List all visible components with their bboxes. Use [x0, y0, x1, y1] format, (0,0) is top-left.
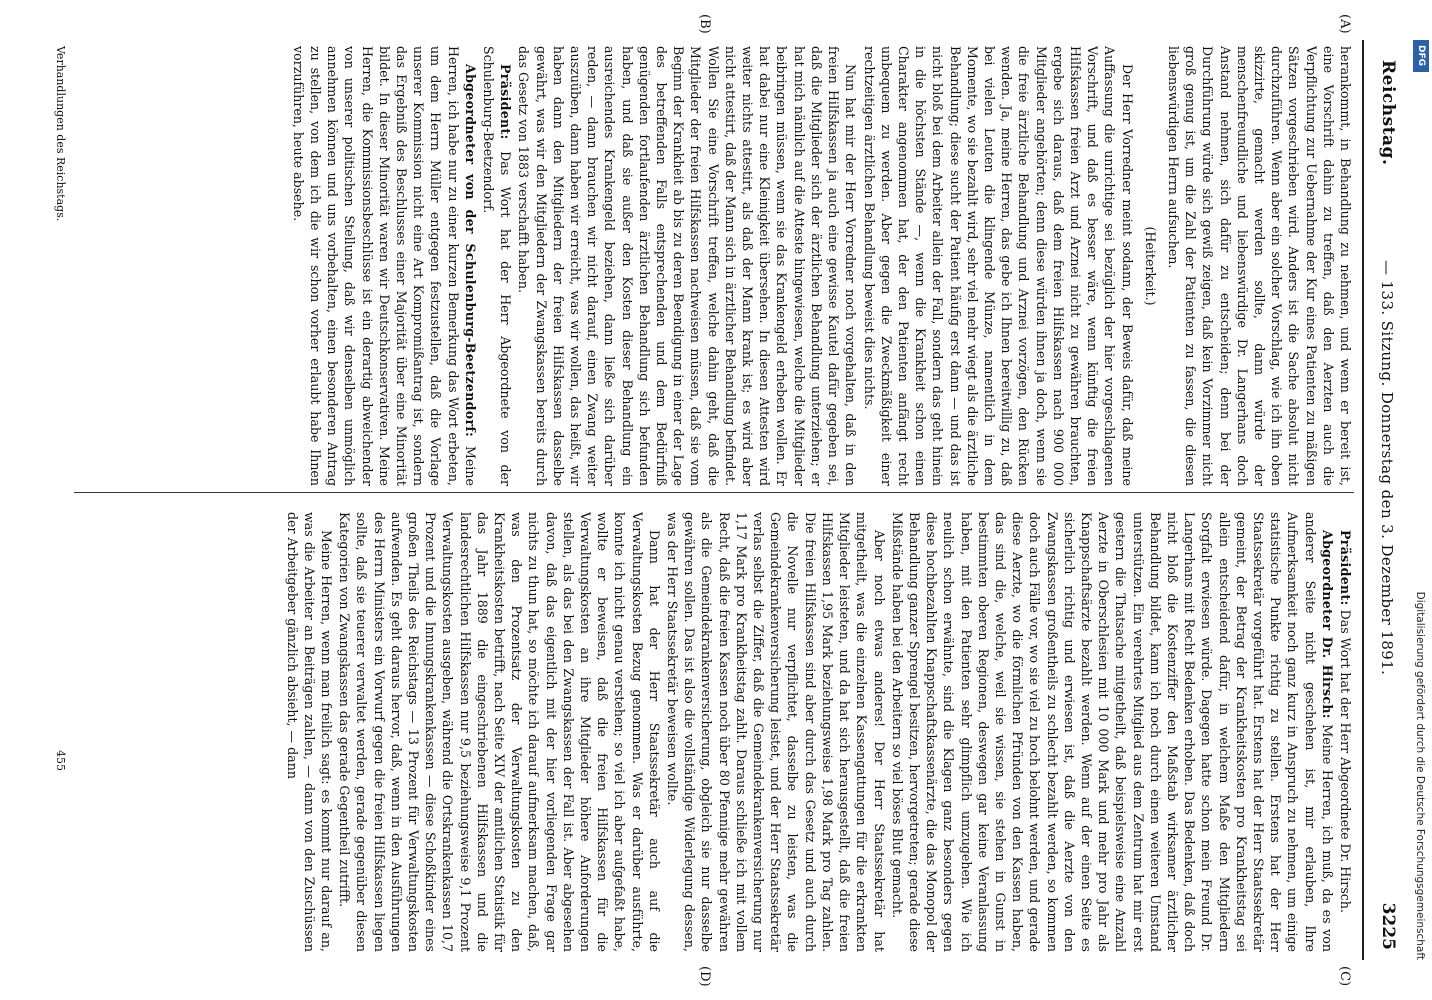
left-paragraph: Nun hat mir der Herr Vorredner noch vorgehalten, daß in den freien Hilfskassen ja auch eine gewisse Kautel dafür gegeben sei, daß die Mitglieder sich der ärztlichen Behandlung unterziehen; er hat mich nämlich auf die Atteste hingewiesen, welche die Mitglieder beibringen müssen, wenn sie das Krankengeld erheben wollen. Er hat dabei nur eine Kleinigkeit übersehen. In diesen Attesten wird weiter nichts attestirt, als daß der Mann krank ist; es wird aber nicht attestirt, daß der Mann sich in ärztlicher Behandlung befindet. Wollen Sie eine Vorschrift treffen, welche dahin geht, daß die Mitglieder der freien Hilfskassen nachweisen müssen, daß sie vom Beginn der Krankheit ab bis zu deren Beendigung in einer der Lage des betreffenden Falls entsprechenden und dem Bedürfniß genügenden fortlaufenden ärztlichen Behandlung sich befunden haben, und daß sie außer den Kosten dieser Behandlung ein ausreichendes Krankengeld beziehen, dann ließe sich darüber reden, — dann brauchen wir nicht darauf, einen Zwang weiter auszuüben, dann haben wir erreicht, was wir wollen, das heißt, wir haben dann den Mitgliedern der freien Hilfskassen dasselbe gewährt, was wir den Mitgliedern der Zwangskassen bereits durch das Gesetz von 1883 verschafft haben. [516, 46, 859, 486]
right-paragraph: Aber noch etwas anderes! Der Herr Staatssekretär hat mitgetheilt, was die einzelnen Kassengattungen für die erkrankten Mitglieder leisteten, und da hat sich herausgestellt, daß die freien Hilfskassen 1,95 Mark beziehungsweise 1,98 Mark pro Tag zahlen. Die freien Hilfskassen sind aber durch das Gesetz und auch durch die Novelle nur verpflichtet, dasselbe zu leisten, was die Gemeindekrankenversicherung leistet, und der Herr Staatssekretär verlas selbst die Ziffer, daß die Gemeindekrankenversicherung nur 1,17 Mark pro Krankheitstag zahlt. Daraus schließe ich mit vollem Recht, daß die freien Kassen noch über 80 Pfennige mehr gewähren als die Gemeindekrankenversicherung, obgleich sie nur dasselbe gewähren sollen. Das ist also die vollständige Widerlegung dessen, was der Herr Staatssekretär beweisen wollte. [665, 512, 887, 952]
right-paragraph: Dann hat der Herr Staatssekretär auch auf die Verwaltungskosten Bezug genommen. Was er darüber ausführte, konnte ich nicht genau verstehen; so viel ich aber aufgefaßt habe, wollte er beweisen, daß die freien Hilfskassen für die Verwaltungskosten an ihre Mitglieder höhere Anforderungen stellen, als das bei den Zwangskassen der Fall ist. Aber abgesehen davon, daß das eigentlich mit der hier vorliegenden Frage gar nichts zu thun hat, so möchte ich darauf aufmerksam machen, daß, was den Prozentsatz der Verwaltungskosten zu den Krankheitskosten betrifft, nach Seite XIV der amtlichen Statistik für das Jahr 1889 die eingeschriebenen Hilfskassen und die landesrechtlichen Hilfskassen nur 9,5 beziehungsweise 9,1 Prozent Verwaltungskosten ausgeben, während die Ortskrankenkassen 10,7 Prozent und die Innungskrankenkassen — diese Schoßkinder eines großen Theils des Reichstags — 13 Prozent für Verwaltungskosten aufwenden. Es geht daraus hervor, daß, wenn in den Ausführungen des Herrn Ministers ein Vorwurf gegen die freien Hilfskassen liegen sollte, daß sie teuerer verwaltet werden, gerade gegenüber diesen Kategorien von Zwangskassen das gerade Gegentheil zutrifft. [337, 512, 662, 952]
margin-marker-b: (B) [697, 14, 712, 34]
footer-publication-note: Verhandlungen des Reichstags. [54, 46, 67, 222]
right-paragraph: Meine Herren, wenn man freilich sagt: es kommt nur darauf an, was die Arbeiter an Beiträgen zahlen, — dann von den Zuschüssen der Arbeitgeber gänzlich absieht, — dann [284, 512, 335, 952]
left-paragraph: herankommt, in Behandlung zu nehmen, und wenn er bereit ist, eine Vorschrift dahin zu treffen, daß den Aerzten auch die Verpflichtung zur Uebernahme der Kur eines Patienten zu mäßigen Sätzen vorgeschrieben wird. Anders ist die Sache absolut nicht durchzuführen. Wenn aber ein solcher Vorschlag, wie ich ihn oben skizzirte, gemacht werden sollte, dann würde der menschenfreundliche und liebenswürdige Dr. Langerhans doch Anstand nehmen, sich dafür zu entscheiden; denn bei der Durchführung würde sich gewiß zeigen, daß kein Vorzimmer nicht groß genug ist, um die Zahl der Patienten zu fassen, die diesen liebenswürdigen Herrn aufsuchen. [1165, 46, 1353, 486]
applause-note: (Heiterkeit.) [1142, 226, 1158, 306]
right-column [74, 512, 1354, 952]
margin-marker-c: (C) [1337, 966, 1352, 987]
digitization-watermark [1408, 40, 1428, 960]
page-header [1370, 40, 1404, 960]
left-paragraph: Der Herr Vorredner meint sodann, der Beweis dafür, daß meine Auffassung die unrichtige sei bezüglich der hier vorgeschlagenen Vorschrift, und daß es besser wäre, wenn künftig die freien Hilfskassen freien Arzt und Arznei nicht zu gewähren brauchten, ergebe sich daraus, daß dem freien Hilfskassen nach 900 000 Mitglieder angehörten; denn diese würden ihnen ja doch, wenn sie die freie ärztliche Behandlung und Arznei vorzögen, den Rücken wenden. Ja, meine Herren, das gebe ich Ihnen bereitwillig zu, daß bei vielen Leuten die klingende Münze, namentlich in dem Momente, wo sie bezahlt wird, sehr viel mehr wiegt als die ärztliche Behandlung; diese sucht der Patient häufig erst dann — und das ist nicht bloß bei dem Arbeiter allein der Fall, sondern das geht hinein in die höchsten Stände —, wenn die Krankheit schon einen Charakter angenommen hat, der den Patienten anfängt recht unbequem zu werden. Aber gegen die Zweckmäßigkeit einer rechtzeitigen ärztlichen Behandlung beweist dies nichts. [861, 46, 1135, 486]
watermark-text: Digitalisierung gefördert durch die Deutsche Forschungsgemeinschaft [1414, 591, 1426, 960]
header-rule [1362, 40, 1364, 960]
dfg-logo: DFG [1413, 40, 1429, 72]
speaker-label: Präsident: [1338, 530, 1353, 606]
header-session-date: — 133. Sitzung. Donnerstag den 3. Dezember 1891. [1378, 260, 1396, 676]
speaker-paragraph [290, 46, 479, 486]
speaker-label: Abgeordneter von der Schulenburg-Beetzendorf: [462, 64, 478, 438]
column-divider [74, 492, 1354, 493]
speech-text: Meine Herren, ich habe nur zu einer kurzen Bemerkung das Wort erbeten, um dem Herrn Müller entgegen festzustellen, daß die Vorlage unserer Kommission nicht eine Art Kompromißantrag ist, sondern das Ergebniß des Beschlusses einer Majorität über eine Minorität bildet. In dieser Minorität waren wir Deutschkonservativen. Meine Herren, die Kommissionsbeschlüsse ist ein derartig abweichender von unserer politischen Stellung, daß wir denselben unmöglich annehmen können und uns vorbehalten, einen besonderen Antrag zu stellen, von dem ich die wir schon vorher erlaubt habe Ihnen vorzuführen, heute absehe. [290, 46, 478, 486]
left-column [74, 46, 1354, 486]
speaker-label: Abgeordneter Dr. Hirsch: [1319, 530, 1335, 719]
speech-text: Meine Herren, ich muß, da es von anderer Seite nicht geschehen ist, mir erlauben, Ihre Aufmerksamkeit noch ganz kurz in Anspruch zu nehmen, um einige statistische Punkte richtig zu stellen. Erstens hat der Herr Staatssekretär vorgeführt hat. Erstens hat der Herr Staatssekretär gemeint, der Betrag der Krankheitskosten pro Krankheitstag sei allein entscheidend dafür, in welchem Maße den Mitgliedern Sorgfalt erwiesen würde. Dagegen hatte schon mein Freund Dr. Langerhans mit Recht Bedenken erhoben. Das Bedenken, daß doch nicht bloß die Kostenziffer den Maßstab wirksamer ärztlicher Behandlung bildet, kann ich noch durch einen weiteren Umstand unterstützen. Ein verehrtes Mitglied aus dem Zentrum hat mir erst gestern die Thatsache mitgetheilt, daß beispielsweise eine Anzahl Aerzte in Oberschlesien mit 10 000 Mark und mehr pro Jahr als Knappschaftsärzte bezahlt werden. Wenn auf der einen Seite es sicherlich richtig und erwiesen ist, daß die Aerzte von den Zwangskassen großentheils zu schlecht bezahlt werden, so kommen doch auch Fälle vor, wo sie viel zu hoch belohnt werden, und gerade diese Aerzte, wo die förmlichen Pfründen von den Kassen haben, das sind die, welche, weil sie wissen, sie stehen in Gunst in bestimmten oberen Regionen, deswegen gar keine Veranlassung haben, mit den Patienten sehr glimpflich umzugehen. Wie ich neulich schon erwähnte, sind die Klagen ganz besonders gegen diese hochbezahlten Knappschaftskassenärzte, die das Monopol der Behandlung ganzer Sprengel besitzen, hervorgetreten; gerade diese Mißstände haben bei den Arbeitern so viel böses Blut gemacht. [889, 512, 1335, 952]
speech-text: Das Wort hat der Herr Abgeordnete von der Schulenburg-Beetzendorf. [481, 46, 514, 486]
speech-text: Das Wort hat der Herr Abgeordnete Dr. Hirsch. [1338, 609, 1353, 913]
speaker-paragraph [1337, 512, 1354, 952]
page-number: 3225 [1378, 902, 1398, 950]
speaker-paragraph [480, 46, 514, 486]
footer-sheet-number: 455 [54, 750, 67, 771]
speaker-label: Präsident: [498, 64, 514, 140]
margin-marker-d: (D) [697, 966, 712, 987]
header-publication-title: Reichstag. [1378, 60, 1398, 166]
speaker-paragraph [889, 512, 1336, 952]
margin-marker-a: (A) [1337, 14, 1352, 34]
